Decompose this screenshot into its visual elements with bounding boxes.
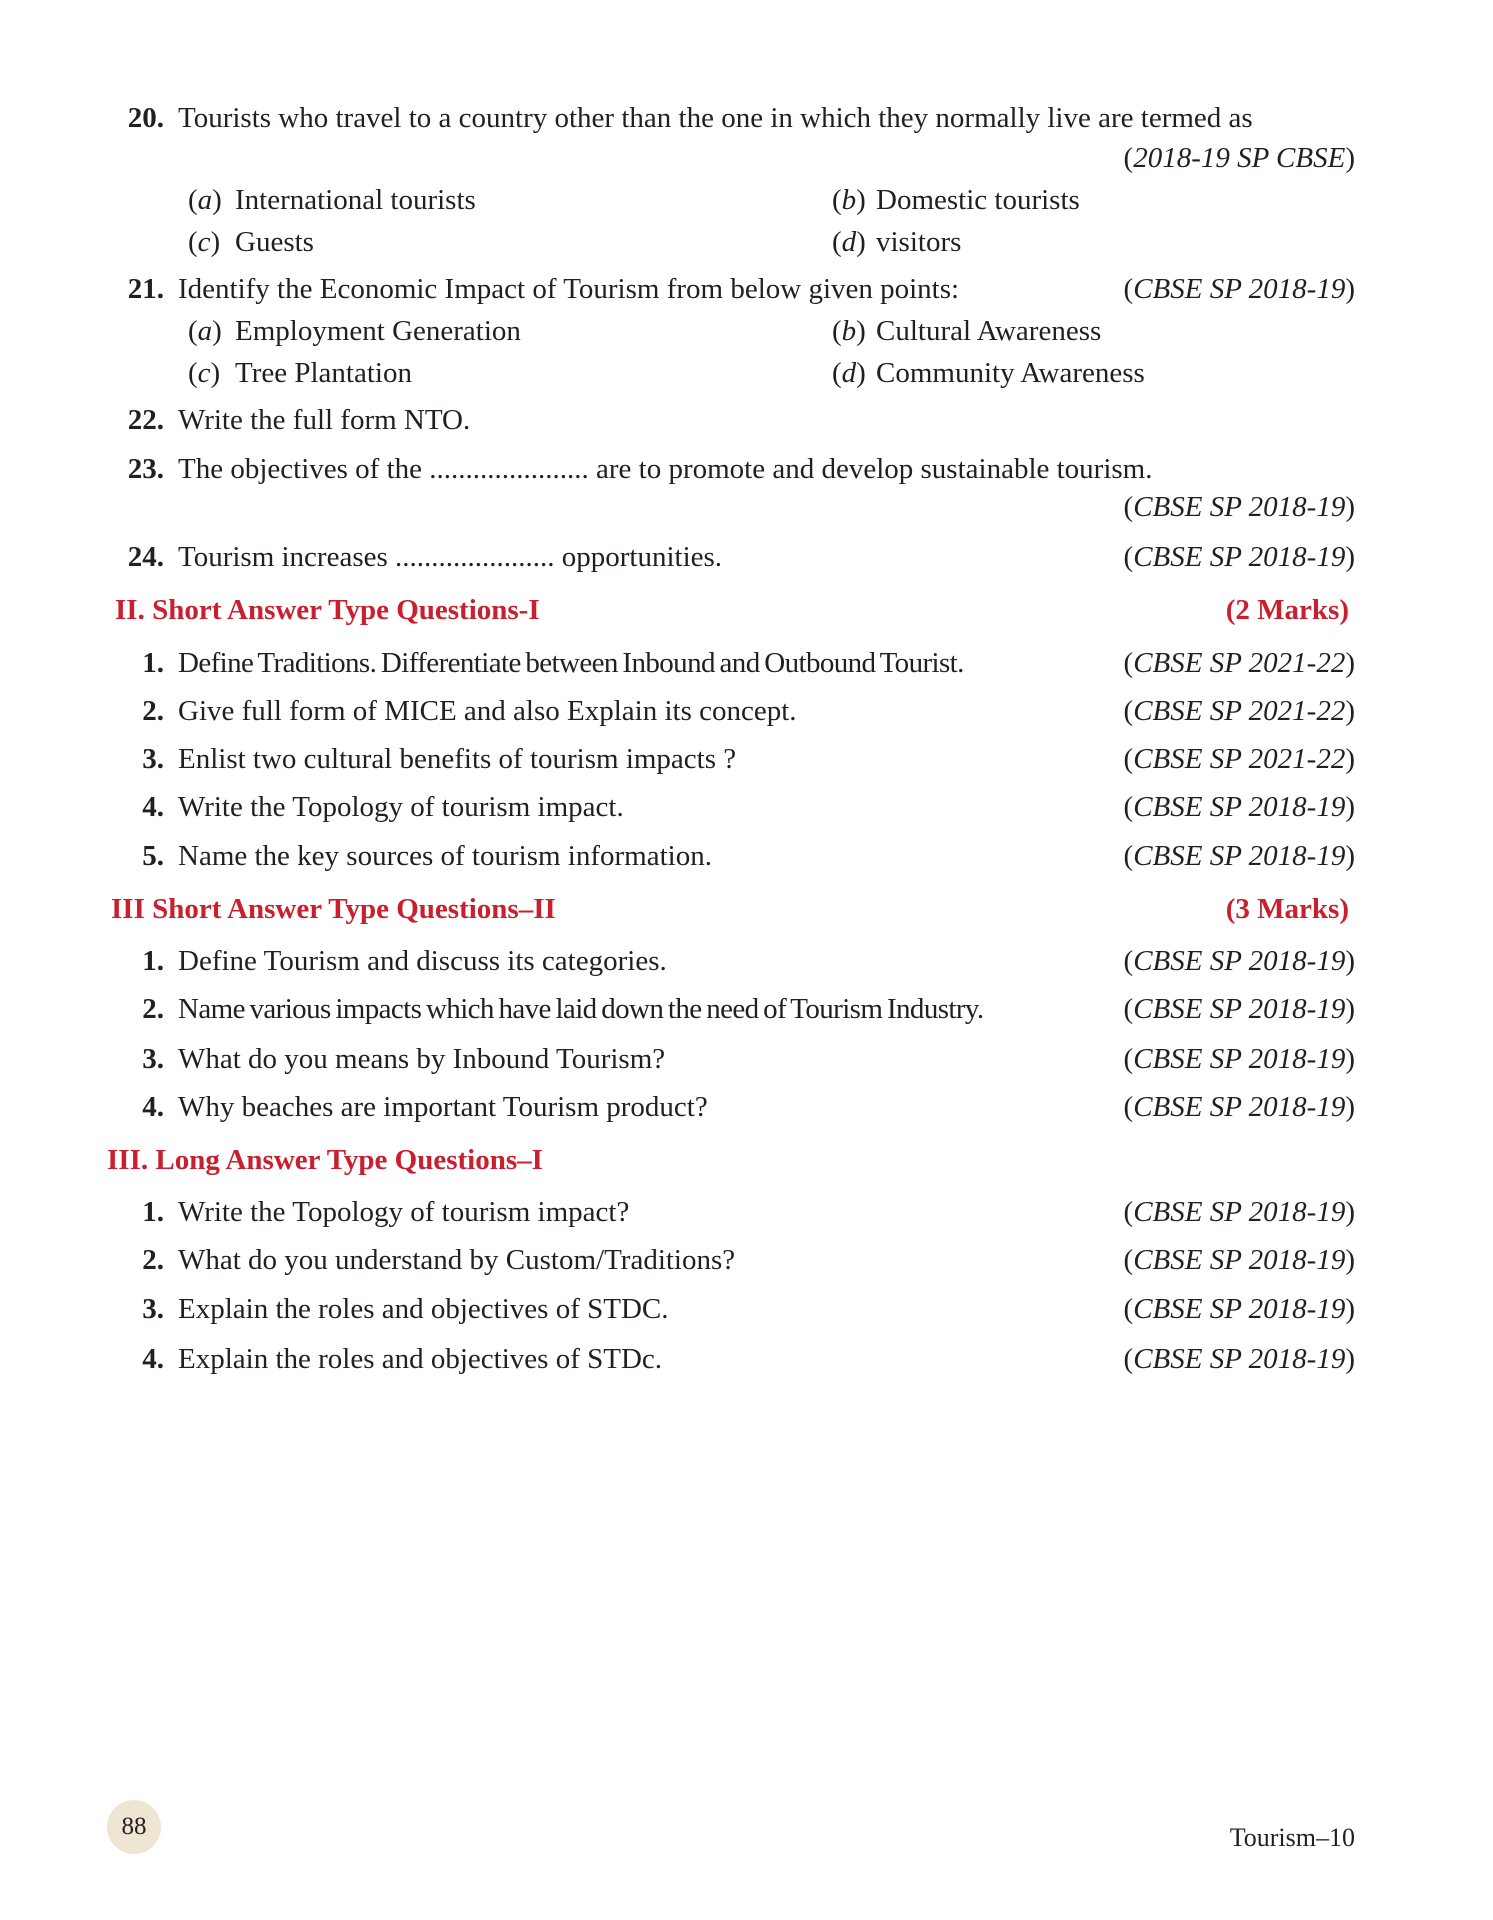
option-text: Tree Plantation — [235, 357, 412, 389]
source-text: CBSE SP 2018-19 — [1133, 945, 1346, 977]
question-source: (CBSE SP 2018-19) — [1123, 791, 1355, 823]
question-number: 3. — [142, 743, 164, 775]
option-label: (a) — [188, 315, 222, 347]
section-marks: (3 Marks) — [1225, 893, 1349, 925]
question-text: Give full form of MICE and also Explain its concept. — [178, 695, 797, 727]
source-text: CBSE SP 2018-19 — [1133, 1343, 1346, 1375]
question-number: 4. — [142, 1343, 164, 1375]
option-label: (d) — [832, 357, 866, 389]
source-text: CBSE SP 2018-19 — [1133, 993, 1346, 1025]
question-text: Why beaches are important Tourism product? — [178, 1091, 708, 1123]
question-text: What do you means by Inbound Tourism? — [178, 1043, 666, 1075]
option-label: (c) — [188, 357, 221, 389]
option-text: Employment Generation — [235, 315, 521, 347]
section-marks: (2 Marks) — [1225, 594, 1349, 626]
question-source: (CBSE SP 2018-19) — [1123, 1196, 1355, 1228]
source-text: CBSE SP 2018-19 — [1133, 541, 1346, 573]
option-letter: b — [841, 184, 857, 216]
question-source: (CBSE SP 2021-22) — [1123, 647, 1355, 679]
question-number: 3. — [142, 1043, 164, 1075]
question-text: Write the full form NTO. — [178, 404, 471, 436]
question-source: (CBSE SP 2018-19) — [1123, 1293, 1355, 1325]
option-letter: c — [197, 357, 211, 389]
question-source: (CBSE SP 2018-19) — [1123, 1043, 1355, 1075]
question-number: 4. — [142, 791, 164, 823]
question-text: Tourists who travel to a country other than the one in which they normally live are termed as — [178, 102, 1253, 134]
question-text: Tourism increases ...................... opportunities. — [178, 541, 723, 573]
source-text: CBSE SP 2018-19 — [1133, 840, 1346, 872]
question-number: 24. — [127, 541, 164, 573]
section-heading: III. Long Answer Type Questions–I — [107, 1144, 543, 1176]
question-source: (CBSE SP 2018-19) — [1123, 840, 1355, 872]
option-text: Community Awareness — [876, 357, 1145, 389]
question-text: Name various impacts which have laid down the need of Tourism Industry. — [178, 993, 984, 1025]
question-number: 22. — [127, 404, 164, 436]
question-source: (2018-19 SP CBSE) — [1123, 142, 1355, 174]
option-letter: c — [197, 226, 211, 258]
option-letter: d — [841, 357, 857, 389]
question-number: 1. — [142, 945, 164, 977]
question-text: Define Traditions. Differentiate between Inbound and Outbound Tourist. — [178, 647, 964, 679]
page-number-badge: 88 — [107, 1800, 161, 1854]
source-text: CBSE SP 2018-19 — [1133, 1244, 1346, 1276]
option-label: (b) — [832, 184, 866, 216]
question-source: (CBSE SP 2018-19) — [1123, 993, 1355, 1025]
source-text: CBSE SP 2018-19 — [1133, 1091, 1346, 1123]
question-source: (CBSE SP 2018-19) — [1123, 1244, 1355, 1276]
source-text: CBSE SP 2018-19 — [1133, 273, 1346, 305]
option-letter: a — [197, 315, 213, 347]
question-text: The objectives of the ...................... are to promote and develop sustainable tourism. — [178, 453, 1153, 485]
question-number: 23. — [127, 453, 164, 485]
question-text: Explain the roles and objectives of STDC. — [178, 1293, 669, 1325]
source-text: CBSE SP 2018-19 — [1133, 1043, 1346, 1075]
question-text: Enlist two cultural benefits of tourism impacts ? — [178, 743, 737, 775]
source-text: CBSE SP 2018-19 — [1133, 791, 1346, 823]
question-source: (CBSE SP 2021-22) — [1123, 695, 1355, 727]
option-text: International tourists — [235, 184, 476, 216]
question-text: Define Tourism and discuss its categories. — [178, 945, 667, 977]
question-number: 1. — [142, 647, 164, 679]
question-text: Write the Topology of tourism impact. — [178, 791, 624, 823]
section-heading: II. Short Answer Type Questions-I — [115, 594, 540, 626]
question-text: What do you understand by Custom/Traditions? — [178, 1244, 736, 1276]
question-source: (CBSE SP 2018-19) — [1123, 945, 1355, 977]
question-source: (CBSE SP 2018-19) — [1123, 273, 1355, 305]
question-number: 2. — [142, 1244, 164, 1276]
question-source: (CBSE SP 2018-19) — [1123, 1091, 1355, 1123]
question-text: Identify the Economic Impact of Tourism from below given points: — [178, 273, 960, 305]
question-text: Name the key sources of tourism information. — [178, 840, 712, 872]
source-text: CBSE SP 2021-22 — [1133, 647, 1346, 679]
question-number: 5. — [142, 840, 164, 872]
question-source: (CBSE SP 2021-22) — [1123, 743, 1355, 775]
option-text: Guests — [235, 226, 314, 258]
source-text: CBSE SP 2018-19 — [1133, 1293, 1346, 1325]
question-number: 1. — [142, 1196, 164, 1228]
book-title-footer: Tourism–10 — [1229, 1823, 1355, 1852]
source-text: CBSE SP 2021-22 — [1133, 695, 1346, 727]
source-text: CBSE SP 2021-22 — [1133, 743, 1346, 775]
question-source: (CBSE SP 2018-19) — [1123, 1343, 1355, 1375]
source-text: CBSE SP 2018-19 — [1133, 491, 1346, 523]
option-text: visitors — [876, 226, 962, 258]
question-number: 2. — [142, 993, 164, 1025]
source-text: 2018-19 SP CBSE — [1133, 142, 1346, 174]
question-number: 21. — [127, 273, 164, 305]
question-text: Explain the roles and objectives of STDc. — [178, 1343, 663, 1375]
section-heading: III Short Answer Type Questions–II — [111, 893, 556, 925]
option-label: (d) — [832, 226, 866, 258]
option-letter: b — [841, 315, 857, 347]
question-number: 2. — [142, 695, 164, 727]
question-source: (CBSE SP 2018-19) — [1123, 491, 1355, 523]
question-number: 4. — [142, 1091, 164, 1123]
option-letter: d — [841, 226, 857, 258]
question-text: Write the Topology of tourism impact? — [178, 1196, 630, 1228]
option-text: Domestic tourists — [876, 184, 1080, 216]
question-number: 20. — [127, 102, 164, 134]
option-text: Cultural Awareness — [876, 315, 1102, 347]
option-label: (c) — [188, 226, 221, 258]
question-source: (CBSE SP 2018-19) — [1123, 541, 1355, 573]
question-number: 3. — [142, 1293, 164, 1325]
option-letter: a — [197, 184, 213, 216]
source-text: CBSE SP 2018-19 — [1133, 1196, 1346, 1228]
option-label: (a) — [188, 184, 222, 216]
option-label: (b) — [832, 315, 866, 347]
